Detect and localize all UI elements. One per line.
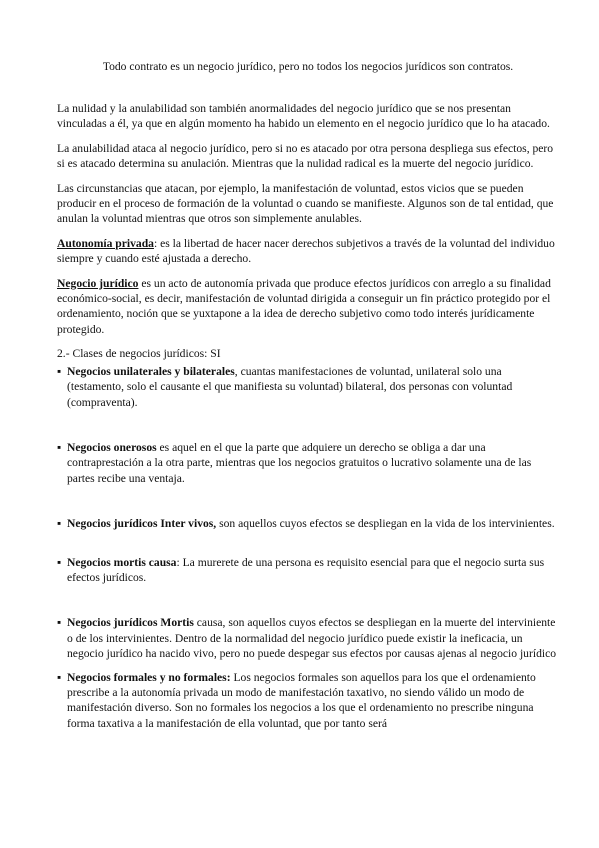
bullet-icon: ▪ xyxy=(57,440,62,454)
list-item-term: Negocios mortis causa xyxy=(67,555,177,569)
list-item-term: Negocios onerosos xyxy=(67,440,157,454)
list-item-term: Negocios formales y no formales: xyxy=(67,670,231,684)
definition-term: Autonomía privada xyxy=(57,236,154,250)
section-heading: 2.- Clases de negocios jurídicos: SI xyxy=(57,347,221,361)
list-item xyxy=(57,615,559,661)
list-item-text: , cuantas manifestaciones de voluntad, unilateral solo una (testamento, solo el causante el que manifiesta su voluntad) bilateral, dos personas con voluntad (compraventa). xyxy=(67,364,513,409)
list-item-term: Negocios jurídicos Mortis xyxy=(67,616,194,630)
intro-line: Todo contrato es un negocio jurídico, pero no todos los negocios jurídicos son contratos. xyxy=(102,60,514,73)
bullet-icon: ▪ xyxy=(57,364,62,378)
list-item-text: es aquel en el que la parte que adquiere un derecho se obliga a dar una contraprestación a la otra parte, mientras que los negocios gratuitos o lucrativo solamente una de las partes recibe una ventaja. xyxy=(67,440,532,485)
list-item-text: Los negocios formales son aquellos para los que el ordenamiento prescribe a la autonomía privada un modo de manifestación taxativo, no siendo válido un modo de manifestación diverso. Son no formales los negocios a los que el ordenamiento no prescribe ninguna forma taxativa a la manifestación de ella voluntad, que por tanto será xyxy=(67,670,536,730)
paragraph-anulabilidad: La anulabilidad ataca al negocio jurídico, pero si no es atacado por otra persona despliega sus efectos, pero si es atacado determina su anulación. Mientras que la nulidad radical es la muerte del negocio jurídico. xyxy=(57,141,554,171)
list-item-term: Negocios jurídicos Inter vivos, xyxy=(67,517,217,531)
bullet-icon: ▪ xyxy=(57,517,62,531)
definition-term: Negocio jurídico xyxy=(57,276,139,290)
list-item xyxy=(57,516,559,531)
list-item-text: causa, son aquellos cuyos efectos se despliegan en la muerte del interviniente o de los intervinientes. Dentro de la normalidad del negocio jurídico puede existir la ineficacia, un negocio jurídico ha nacido vivo, pero no puede despegar sus efectos por causas ajenas al negocio jurídico xyxy=(67,616,557,661)
bullet-icon: ▪ xyxy=(57,670,62,684)
bullet-icon: ▪ xyxy=(57,616,62,630)
definition-text: : es la libertad de hacer nacer derechos subjetivos a través de la voluntad del individuo siempre y cuando esté ajustada a derecho. xyxy=(57,236,555,266)
paragraph-nulidad: La nulidad y la anulabilidad son también anormalidades del negocio jurídico que se nos presentan vinculadas a él, ya que en algún momento ha habido un elemento en el negocio jurídico que lo ha atacado. xyxy=(57,102,550,131)
document-body xyxy=(57,101,559,731)
negocios-list xyxy=(57,364,559,732)
definition-text: es un acto de autonomía privada que produce efectos jurídicos con arreglo a su finalidad económico-social, es decir, manifestación de voluntad dirigida a conseguir un fin práctico protegido por el ordenamiento, noción que se yuxtapone a la idea de derecho subjetivo como todo interés jurídicamente protegido. xyxy=(57,276,551,336)
paragraph-circunstancias: Las circunstancias que atacan, por ejemplo, la manifestación de voluntad, estos vicios que se pueden producir en el proceso de formación de la voluntad o cuando se manifieste. Algunos son de tal entidad, que anulan la voluntad mientras que otros son simplemente anulables. xyxy=(57,181,554,226)
definition-negocio-juridico xyxy=(57,276,559,338)
bullet-icon: ▪ xyxy=(57,555,62,569)
definition-autonomia-privada xyxy=(57,236,559,267)
list-item-text: : La murerete de una persona es requisito esencial para que el negocio surta sus efectos jurídicos. xyxy=(67,555,545,584)
list-item xyxy=(57,670,559,732)
list-item-text: son aquellos cuyos efectos se despliegan en la vida de los intervinientes. xyxy=(216,517,555,531)
list-item xyxy=(57,364,559,410)
list-item-term: Negocios unilaterales y bilaterales xyxy=(67,364,235,378)
list-item xyxy=(57,440,559,486)
list-item xyxy=(57,555,559,586)
